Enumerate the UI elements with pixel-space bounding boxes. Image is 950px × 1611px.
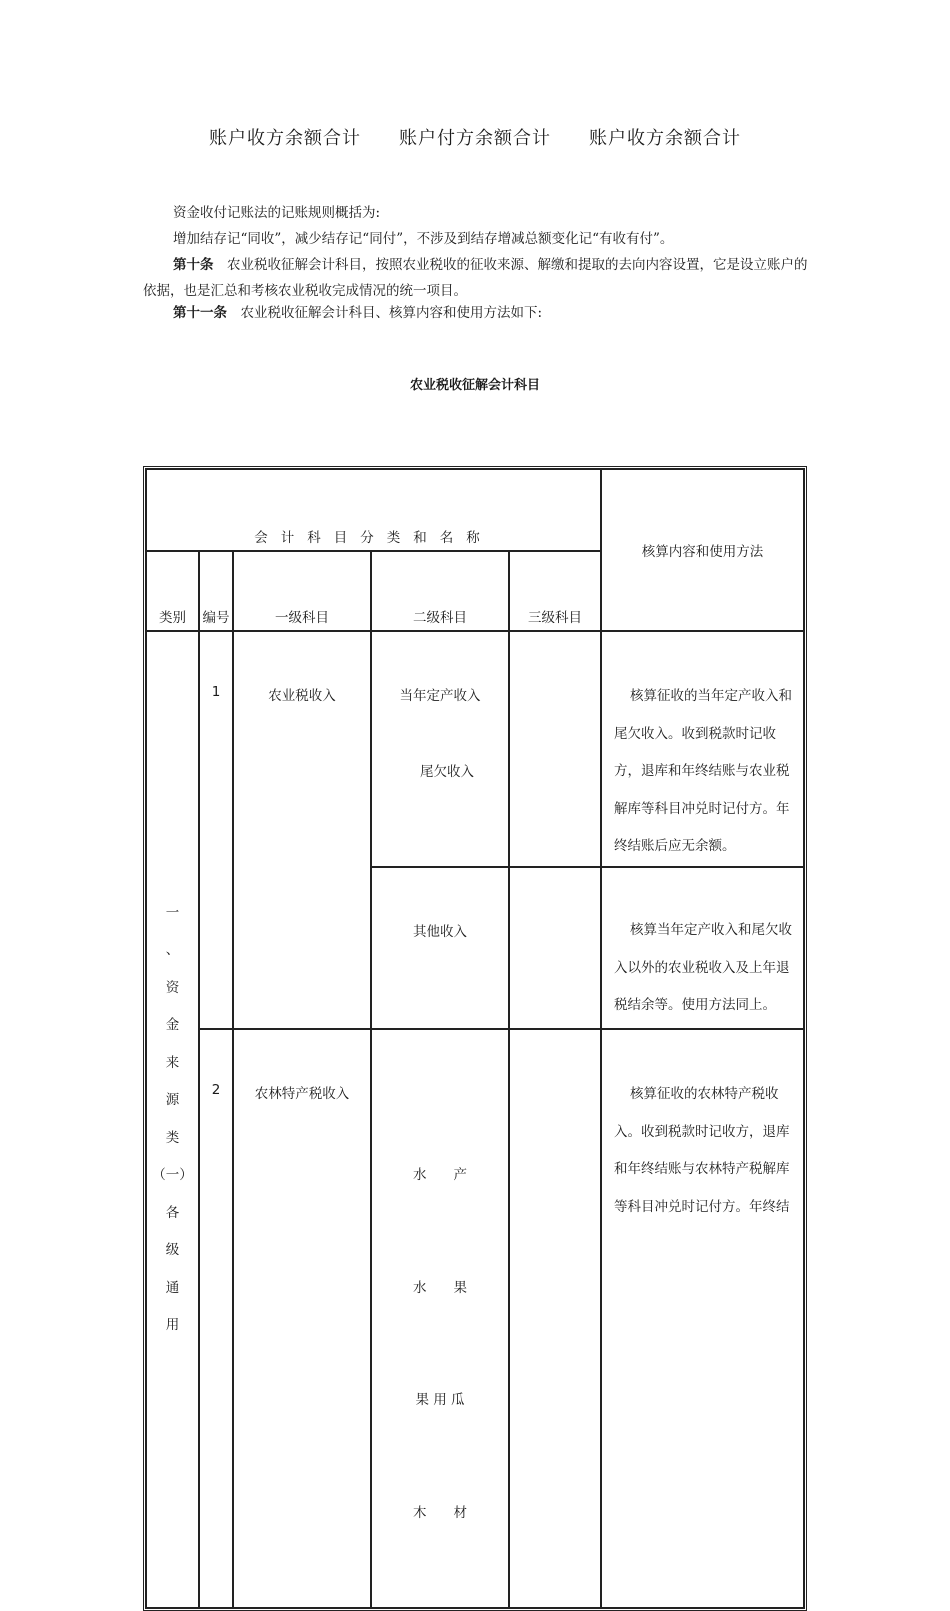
headline [0, 124, 950, 150]
category-char: 、 [165, 942, 180, 958]
category-cell [146, 631, 199, 1608]
intro-line-1: 资金收付记账法的记账规则概括为: [173, 205, 381, 221]
header-method: 核算内容和使用方法 [601, 469, 804, 631]
header-level3: 三级科目 [509, 551, 601, 631]
article-11-label: 第十一条 [173, 305, 227, 321]
level2-subject: 尾欠收入 [420, 764, 474, 780]
category-char: 资 [165, 979, 180, 996]
level1-subject: 农林特产税收入 [233, 1029, 371, 1608]
method-text: 核算当年定产收入和尾欠收入以外的农业税收入及上年退税结余等。使用方法同上。 [601, 867, 804, 1029]
level2-subject: 果 用 瓜 [415, 1392, 465, 1408]
category-char: 用 [165, 1317, 180, 1333]
article-11 [143, 300, 809, 326]
article-10-text: 农业税收征解会计科目，按照农业税收的征收来源、解缴和提取的去向内容设置，它是设立账户的依据，也是汇总和考核农业税收完成情况的统一项目。 [143, 257, 808, 299]
level3-subject [509, 1029, 601, 1608]
article-10-label: 第十条 [173, 257, 214, 273]
table-title: 农业税收征解会计科目 [409, 378, 540, 393]
row-number: 2 [199, 1029, 233, 1608]
level2-subject: 当年定产收入 [399, 688, 481, 704]
header-level1: 一级科目 [233, 551, 371, 631]
header-number: 编号 [199, 551, 233, 631]
category-char: 一 [165, 904, 180, 921]
category-char: 通 [165, 1279, 180, 1296]
level3-subject [509, 867, 601, 1029]
level2-subject: 水 果 [413, 1279, 467, 1296]
headline-item: 账户收方余额合计 [209, 128, 361, 149]
category-char: 来 [165, 1054, 180, 1071]
category-char: 源 [165, 1092, 180, 1108]
header-category: 类别 [146, 551, 199, 631]
category-char: 级 [165, 1242, 180, 1258]
method-text: 核算征收的当年定产收入和尾欠收入。收到税款时记收方，退库和年终结账与农业税解库等科目冲兑时记付方。年终结账后应无余额。 [601, 631, 804, 867]
category-char: 各 [165, 1204, 180, 1221]
level2-subject: 木 材 [413, 1504, 467, 1521]
intro-line-2: 增加结存记“同收”，减少结存记“同付”，不涉及到结存增减总额变化记“有收有付”。 [173, 231, 674, 247]
category-char: 类 [165, 1129, 180, 1146]
row-number: 1 [199, 631, 233, 1029]
article-11-text: 农业税收征解会计科目、核算内容和使用方法如下: [227, 305, 543, 321]
level1-subject: 农业税收入 [233, 631, 371, 1029]
category-char: 金 [165, 1017, 180, 1033]
level3-subject [509, 631, 601, 867]
headline-item: 账户付方余额合计 [399, 128, 551, 149]
article-10 [143, 252, 809, 304]
header-level2: 二级科目 [371, 551, 509, 631]
category-char: （一） [152, 1167, 193, 1183]
accounting-subjects-table [143, 466, 807, 1611]
level2-subject: 水 产 [413, 1167, 467, 1183]
level2-subject: 其他收入 [371, 867, 509, 1029]
level2-subjects [371, 631, 509, 867]
header-group: 会计科目分类和名称 [146, 469, 601, 551]
level2-subjects [371, 1029, 509, 1608]
headline-item: 账户收方余额合计 [589, 128, 741, 149]
method-text: 核算征收的农林特产税收入。收到税款时记收方，退库和年终结账与农林特产税解库等科目冲兑时记付方。年终结 [601, 1029, 804, 1608]
